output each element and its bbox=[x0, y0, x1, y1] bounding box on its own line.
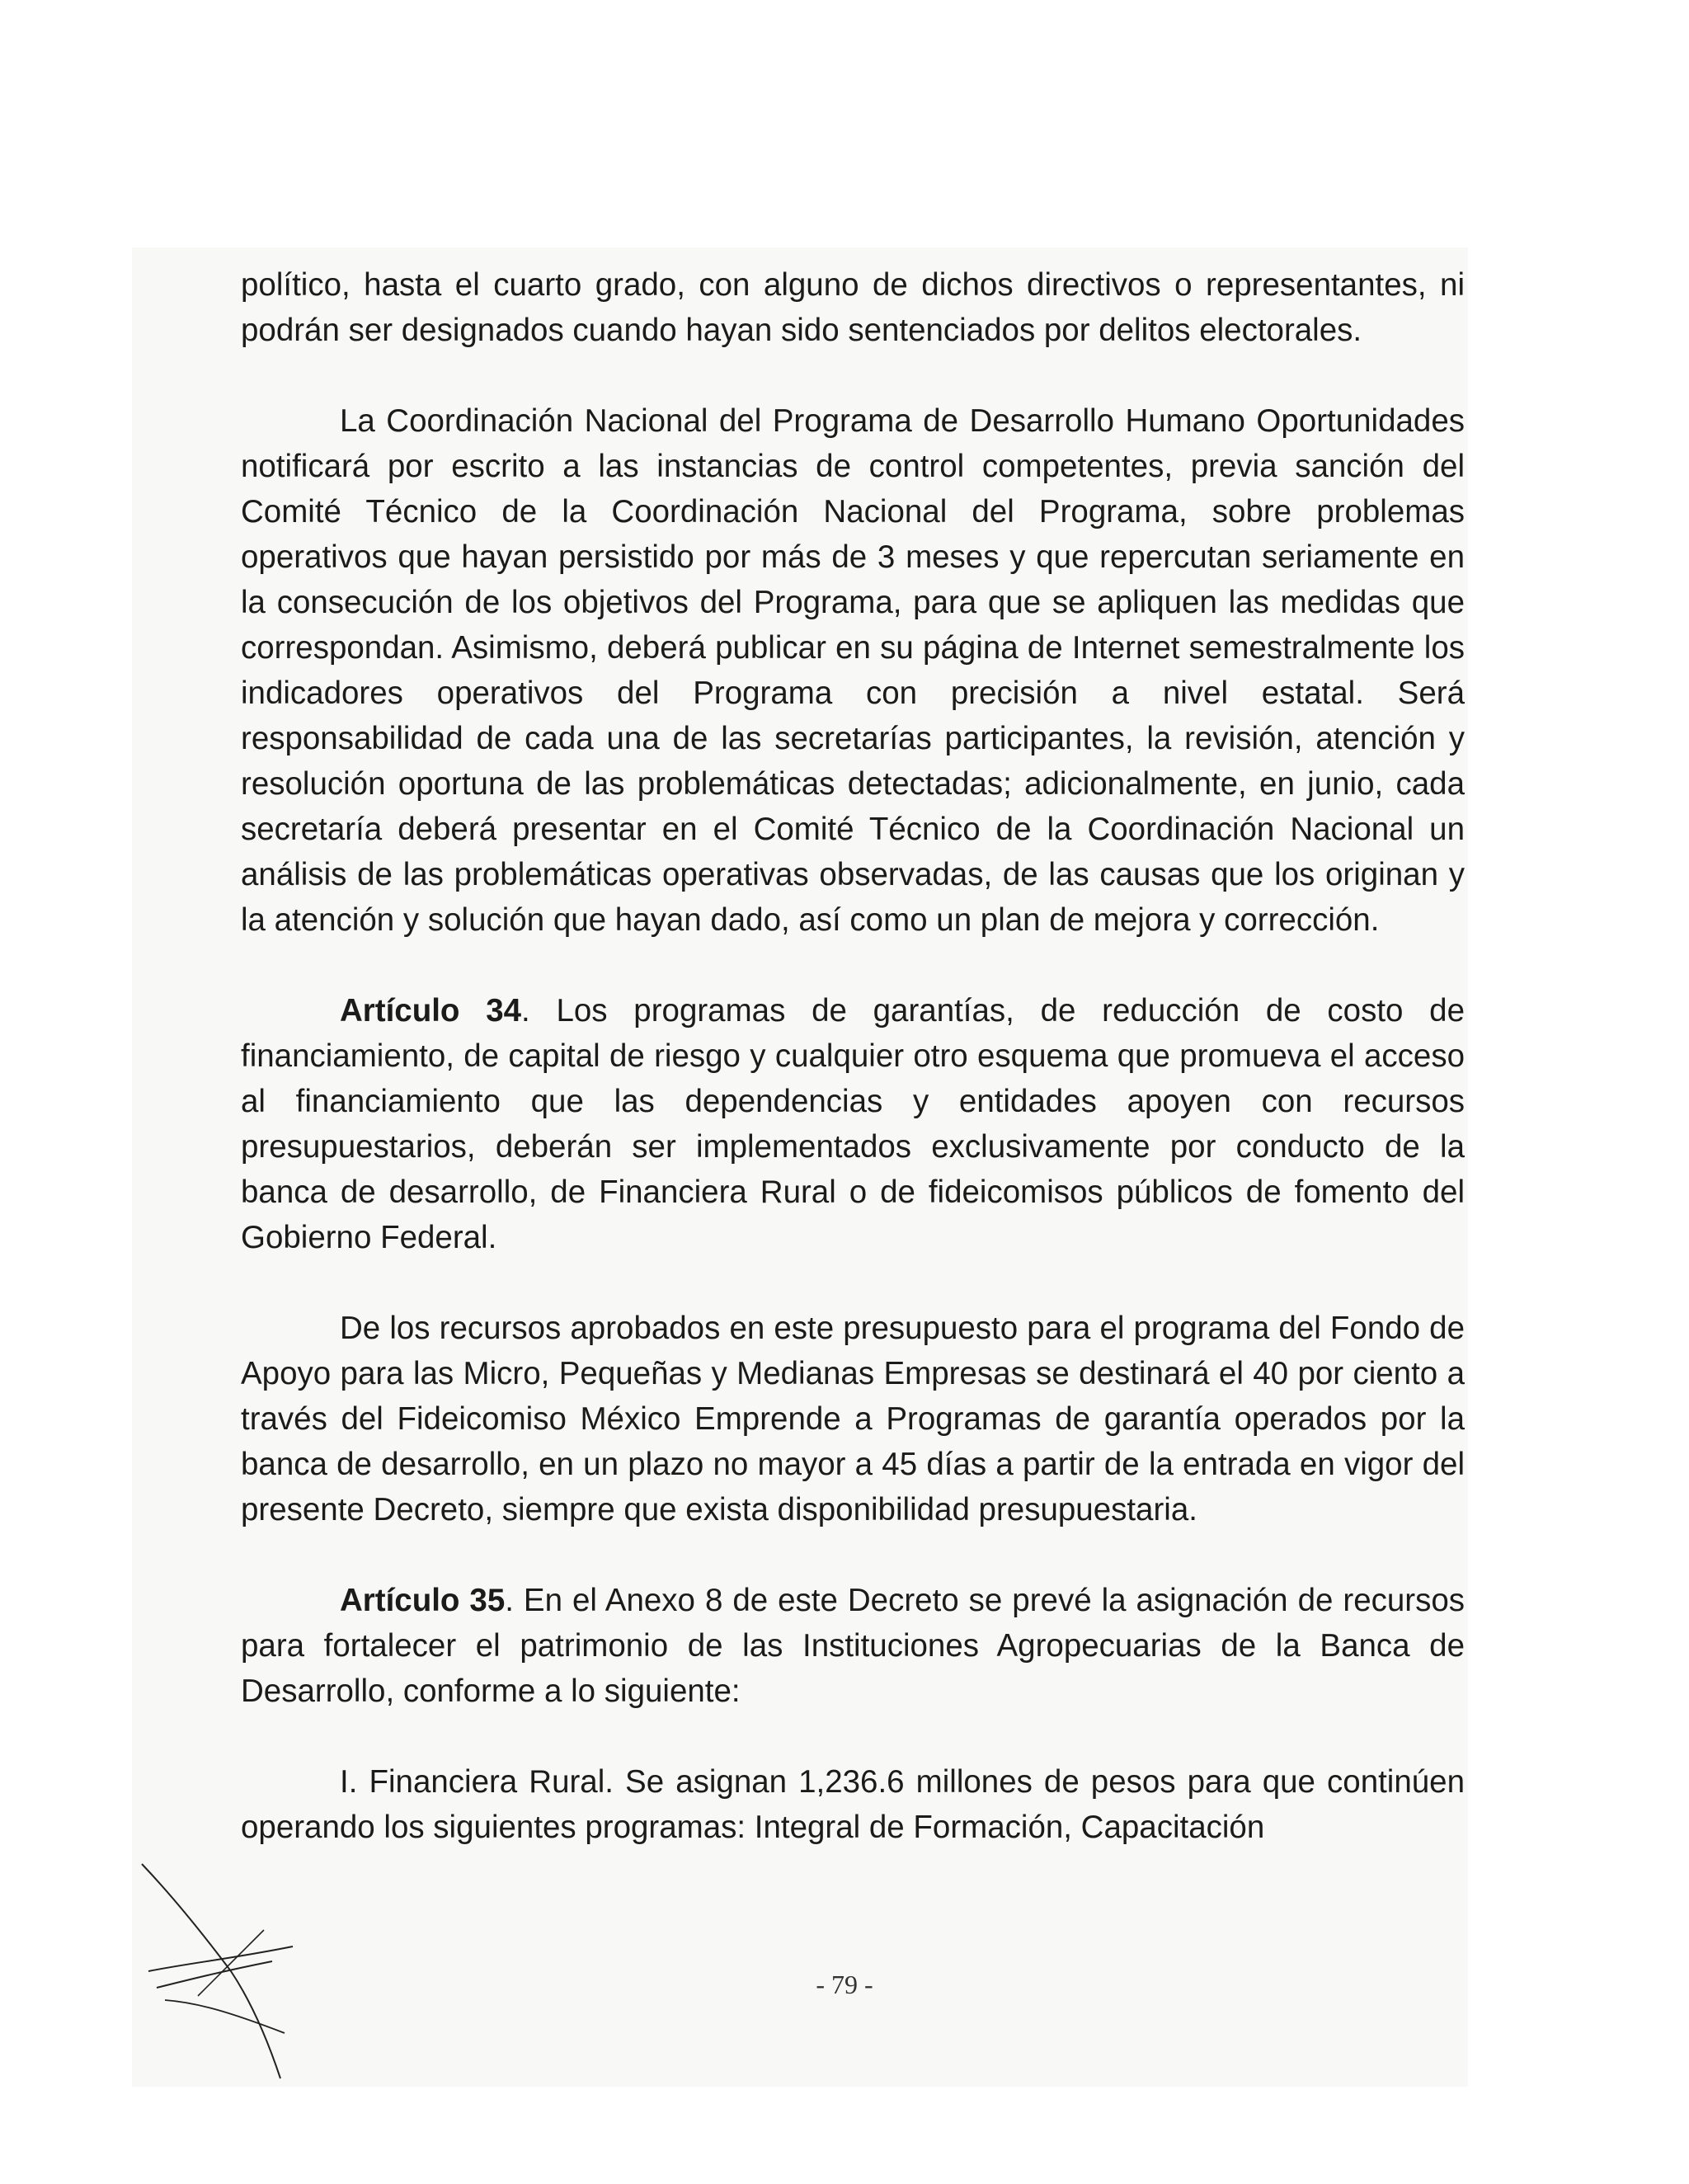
paragraph-text: político, hasta el cuarto grado, con alguno de dichos directivos o representantes, ni podrán ser designados cuando hayan sido sentenciados por delitos electorales. bbox=[241, 267, 1465, 348]
document-body bbox=[241, 262, 1465, 1850]
paragraph-text: . En el Anexo 8 de este Decreto se prevé la asignación de recursos para fortalecer el patrimonio de las Instituciones Agropecuarias de la Banca de Desarrollo, conforme a lo siguiente: bbox=[241, 1583, 1466, 1709]
page-number: - 79 - bbox=[816, 1970, 873, 1999]
paragraph-text: De los recursos aprobados en este presupuesto para el programa del Fondo de Apoyo para las Micro, Pequeñas y Medianas Empresas se destinará el 40 por ciento a través del Fideicomiso México Emprende a Programas de garantía operados por la banca de desarrollo, en un plazo no mayor a 45 días a partir de la entrada en vigor del presente Decreto, siempre que exista disponibilidad presupuestaria. bbox=[241, 1311, 1465, 1527]
paragraph-text: . Los programas de garantías, de reducción de costo de financiamiento, de capital de riesgo y cualquier otro esquema que promueva el acceso al financiamiento que las dependencias y entidades apoyen con recursos presupuestarios, deberán ser implementados exclusivamente por conducto de la banca de desarrollo, de Financiera Rural o de fideicomisos públicos de fomento del Gobierno Federal. bbox=[241, 993, 1466, 1255]
handwritten-signature bbox=[140, 1856, 305, 2087]
paragraph-p6 bbox=[241, 1759, 1465, 1850]
paragraph-p4 bbox=[241, 1306, 1465, 1532]
paragraph-p3 bbox=[241, 988, 1465, 1260]
paragraph-text: La Coordinación Nacional del Programa de Desarrollo Humano Oportunidades notificará por escrito a las instancias de control competentes, previa sanción del Comité Técnico de la Coordinación Nacional del Programa, sobre problemas operativos que hayan persistido por más de 3 meses y que repercutan seriamente en la consecución de los objetivos del Programa, para que se apliquen las medidas que correspondan. Asimismo, deberá publicar en su página de Internet semestralmente los indicadores operativos del Programa con precisión a nivel estatal. Será responsabilidad de cada una de las secretarías participantes, la revisión, atención y resolución oportuna de las problemáticas detectadas; adicionalmente, en junio, cada secretaría deberá presentar en el Comité Técnico de la Coordinación Nacional un análisis de las problemáticas operativas observadas, de las causas que los originan y la atención y solución que hayan dado, así como un plan de mejora y corrección. bbox=[241, 403, 1465, 938]
paragraph-p2 bbox=[241, 398, 1465, 943]
paragraph-p1 bbox=[241, 262, 1465, 353]
paragraph-text: I. Financiera Rural. Se asignan 1,236.6 millones de pesos para que continúen operando los siguientes programas: Integral de Formación, Capacitación bbox=[241, 1764, 1465, 1845]
article-label: Artículo 35 bbox=[340, 1583, 506, 1618]
article-label: Artículo 34 bbox=[340, 993, 522, 1028]
paragraph-p5 bbox=[241, 1578, 1465, 1714]
